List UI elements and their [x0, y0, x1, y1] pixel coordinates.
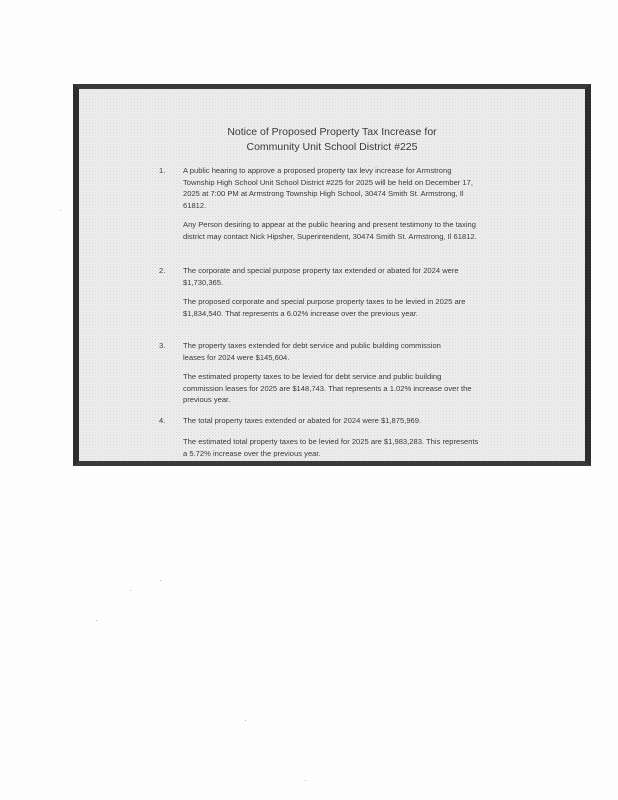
item-1-paragraph-1: A public hearing to approve a proposed property tax levy increase for Armstrong Township High School Unit School District #225 for 2025 will be held on December 17, 2025 at 7:00 PM at Armstrong Township High School, 30474 Smith St. Armstrong, Il 61812.: [183, 166, 473, 210]
item-2-paragraph-1: The corporate and special purpose property tax extended or abated for 2024 were $1,730,365.: [183, 266, 459, 287]
scan-speck: [60, 210, 61, 211]
item-4-paragraph-2: The estimated total property taxes to be levied for 2025 are $1,983,283. This represents a 5.72% increase over the previous year.: [183, 437, 479, 458]
scan-speck: [245, 720, 246, 721]
notice-title-line-1: Notice of Proposed Property Tax Increase for: [227, 126, 437, 138]
item-2-paragraph-2: The proposed corporate and special purpose property taxes to be levied in 2025 are $1,834,540. That represents a 6.02% increase over the previous year.: [183, 297, 466, 318]
scan-speck: [96, 620, 97, 621]
notice-item-2b: [183, 296, 483, 319]
scan-speck: [305, 780, 306, 781]
notice-item-2: [183, 265, 463, 288]
notice-item-4b: [183, 436, 483, 459]
item-1-paragraph-2: Any Person desiring to appear at the public hearing and present testimony to the taxing district may contact Nick Hipsher, Superintendent, 30474 Smith St. Armstrong, Il 61812.: [183, 220, 477, 241]
scan-speck: [160, 580, 161, 581]
scan-speck: [130, 590, 131, 591]
item-4-paragraph-1: The total property taxes extended or abated for 2024 were $1,875,969.: [183, 416, 422, 425]
notice-item-1: [183, 165, 483, 211]
notice-title: [79, 125, 585, 155]
item-number-4: 4.: [159, 416, 166, 425]
item-number-2: 2.: [159, 266, 166, 275]
item-number-1: 1.: [159, 166, 166, 175]
item-3-paragraph-2: The estimated property taxes to be levied for debt service and public building commission leases for 2025 are $148,743. That represents a 1.02% increase over the previous year.: [183, 372, 472, 405]
item-3-paragraph-1: The property taxes extended for debt service and public building commission leases for 2024 were $145,604.: [183, 341, 441, 362]
notice-item-1b: [183, 219, 483, 242]
notice-title-line-2: Community Unit School District #225: [246, 141, 418, 153]
notice-item-3: [183, 340, 463, 363]
notice-item-4: [183, 415, 503, 427]
notice-item-3b: [183, 371, 483, 406]
notice-box: [73, 84, 591, 466]
item-number-3: 3.: [159, 341, 166, 350]
